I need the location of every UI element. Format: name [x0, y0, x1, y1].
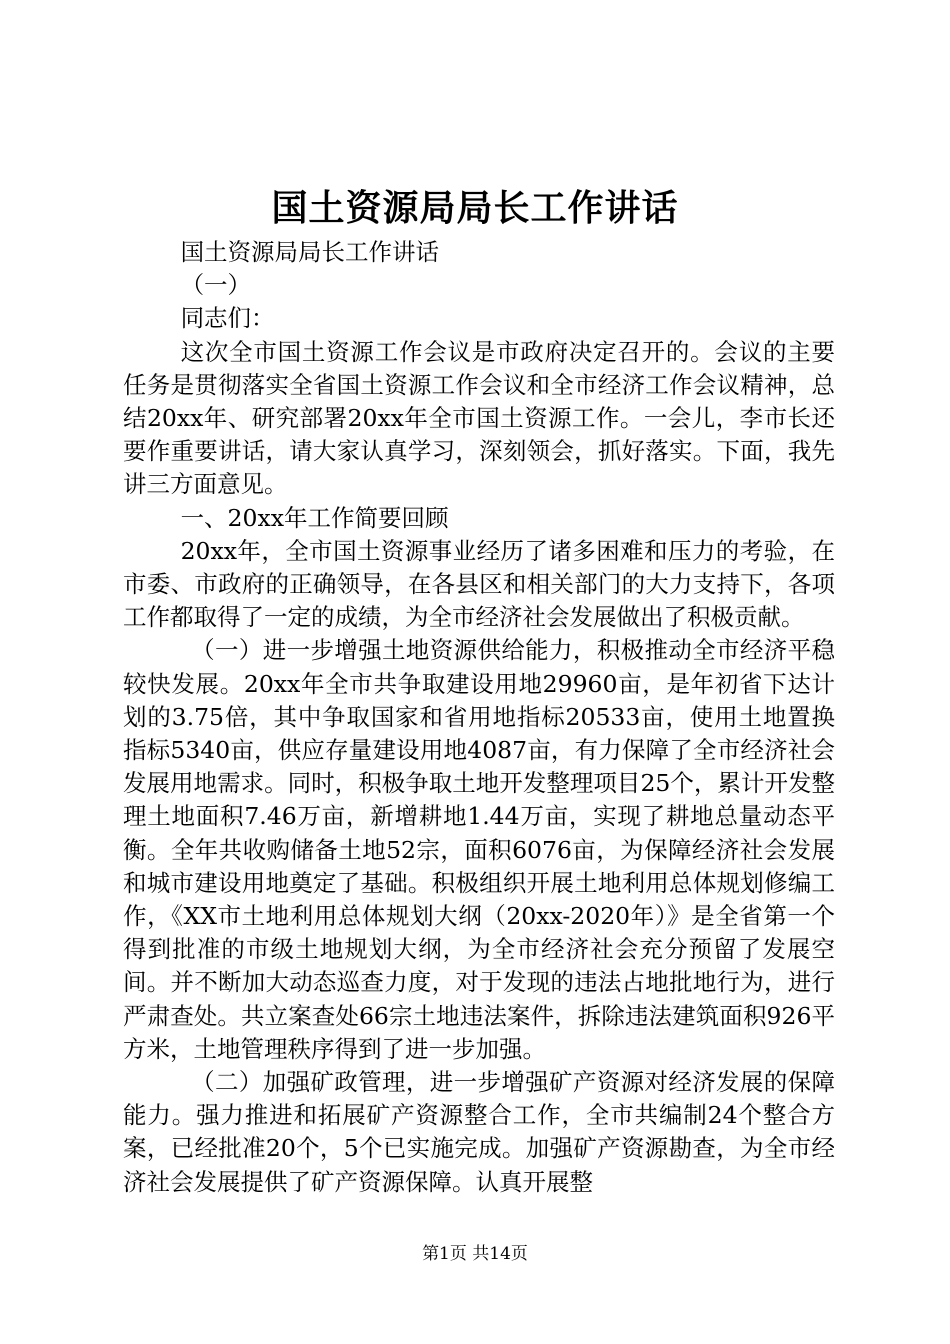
subtitle-line: 国土资源局局长工作讲话: [180, 238, 440, 266]
section-number: （一）: [180, 271, 252, 300]
paragraph-mining: （二）加强矿政管理，进一步增强矿产资源对经济发展的保障能力。强力推进和拓展矿产资源整合工作，全市共编制24个整合方案，已经批准20个，5个已实施完成。加强矿产资源勘查，为全市经济社会发展提供了矿产资源保障。认真开展整: [123, 1068, 835, 1196]
paragraph-intro: 这次全市国土资源工作会议是市政府决定召开的。会议的主要任务是贯彻落实全省国土资源工作会议和全市经济工作会议精神，总结20xx年、研究部署20xx年全市国土资源工作。一会儿，李市长还要作重要讲话，请大家认真学习，深刻领会，抓好落实。下面，我先讲三方面意见。: [123, 337, 835, 499]
section-heading: 一、20xx年工作简要回顾: [180, 503, 449, 532]
document-body: [123, 236, 835, 1199]
paragraph-review: 20xx年，全市国土资源事业经历了诸多困难和压力的考验，在市委、市政府的正确领导，在各县区和相关部门的大力支持下，各项工作都取得了一定的成绩，为全市经济社会发展做出了积极贡献。: [123, 536, 835, 632]
page-footer: 第1页 共14页: [422, 1244, 528, 1264]
paragraph-land-supply: （一）进一步增强土地资源供给能力，积极推动全市经济平稳较快发展。20xx年全市共争取建设用地29960亩，是年初省下达计划的3.75倍，其中争取国家和省用地指标20533亩，使用土地置换指标5340亩，供应存量建设用地4087亩，有力保障了全市经济社会发展用地需求。同时，积极争取土地开发整理项目25个，累计开发整理土地面积7.46万亩，新增耕地1.44万亩，实现了耕地总量动态平衡。全年共收购储备土地52宗，面积6076亩，为保障经济社会发展和城市建设用地奠定了基础。积极组织开展土地利用总体规划修编工作，《XX市土地利用总体规划大纲（20xx-2020年）》是全省第一个得到批准的市级土地规划大纲，为全市经济社会充分预留了发展空间。并不断加大动态巡查力度，对于发现的违法占地批地行为，进行严肃查处。共立案查处66宗土地违法案件，拆除违法建筑面积926平方米，土地管理秩序得到了进一步加强。: [123, 636, 835, 1063]
document-title: 国土资源局局长工作讲话: [271, 187, 679, 229]
salutation: 同志们：: [180, 304, 275, 333]
